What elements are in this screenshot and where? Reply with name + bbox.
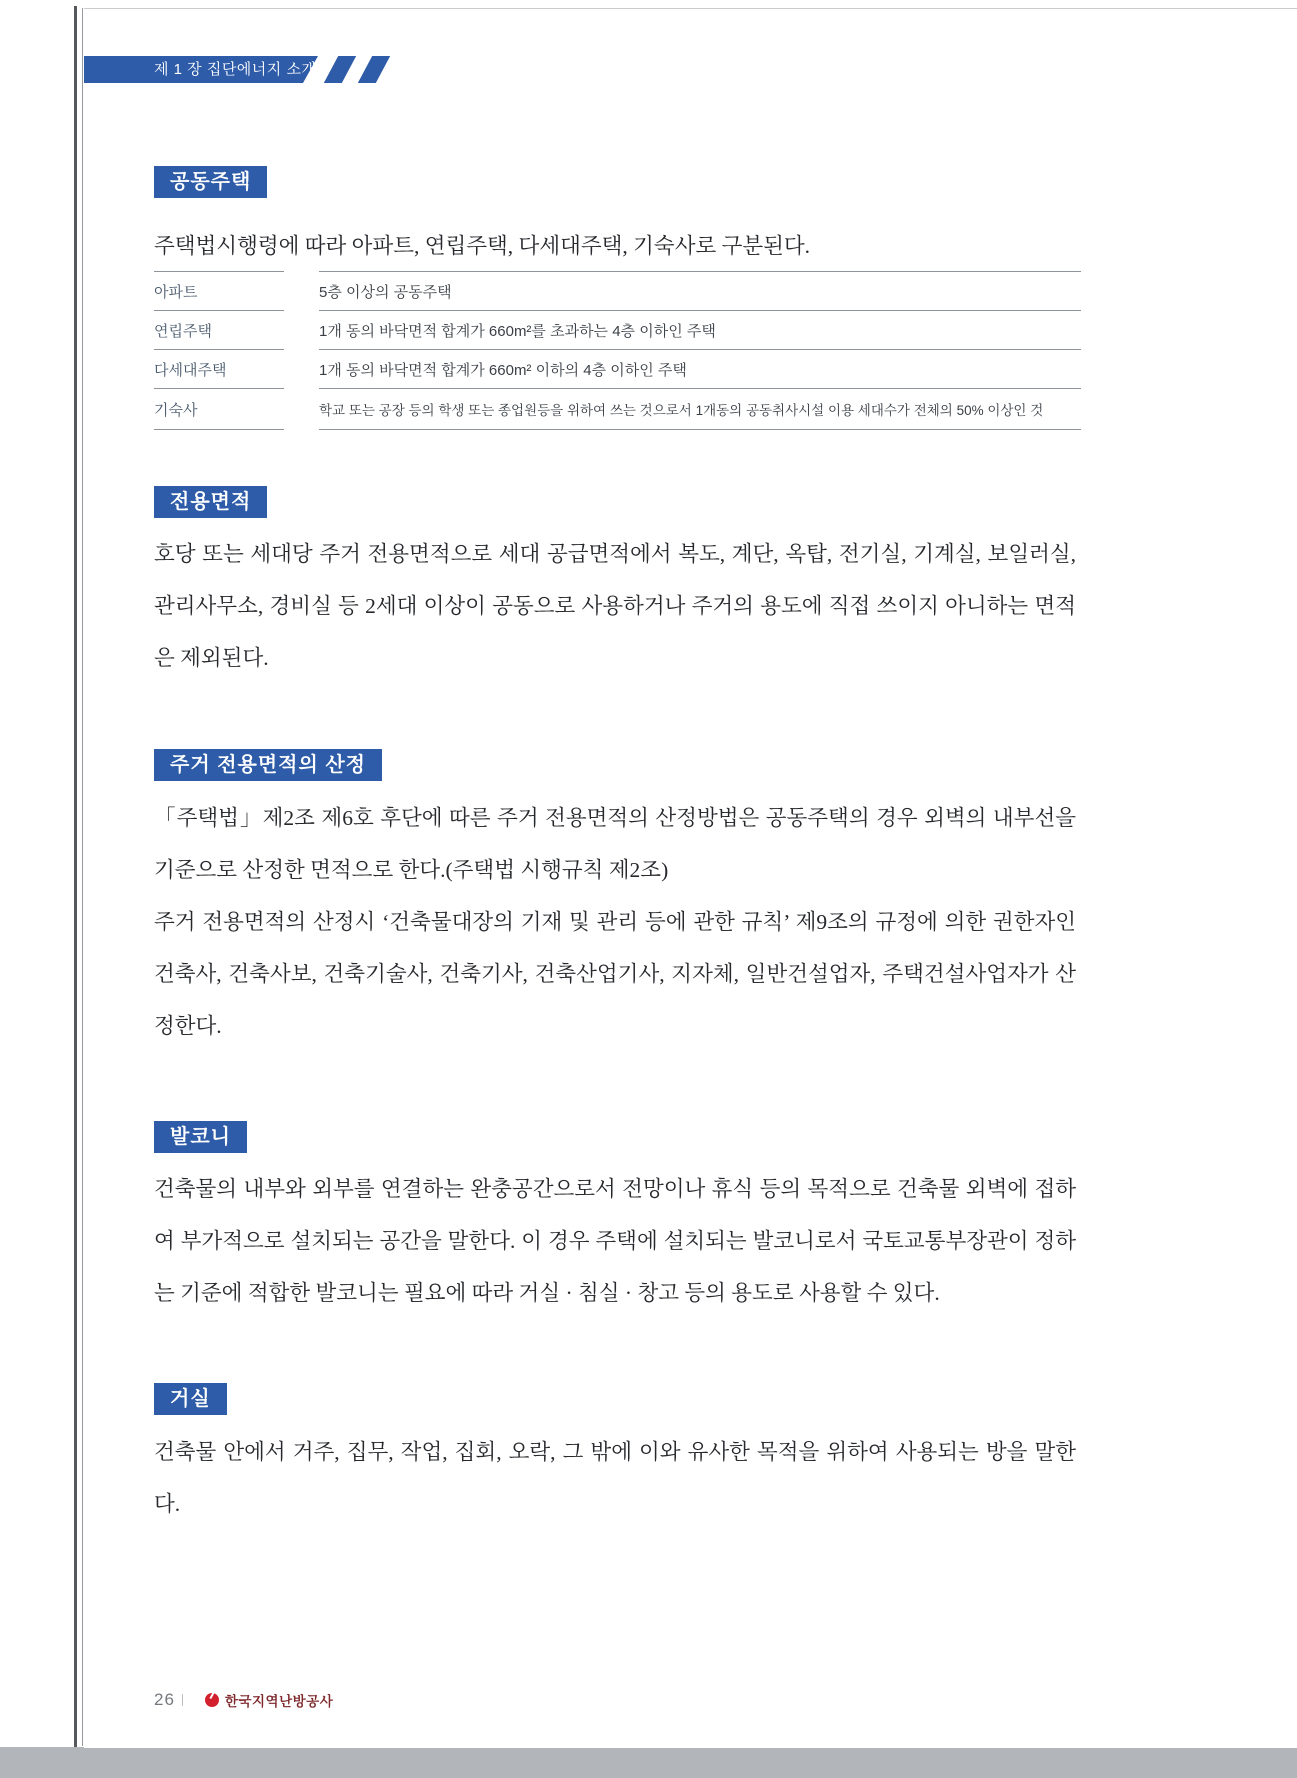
table-column-gap: [284, 388, 319, 430]
housing-table: [154, 271, 1081, 430]
table-definition: 5층 이상의 공동주택: [319, 271, 1081, 310]
section-label-multifamily-housing: 공동주택: [154, 166, 267, 198]
table-term: 연립주택: [154, 310, 284, 349]
paragraph-area-calculation-2: 주거 전용면적의 산정시 ‘건축물대장의 기재 및 관리 등에 관한 규칙’ 제9조의 규정에 의한 권한자인 건축사, 건축사보, 건축기술사, 건축기사, 건축산업기사, 지자체, 일반건설업자, 주택건설사업자가 산정한다.: [154, 910, 1076, 1038]
table-row: [154, 349, 1081, 388]
page-edge-line: [82, 8, 83, 1746]
paragraph-balcony: 건축물의 내부와 외부를 연결하는 완충공간으로서 전망이나 휴식 등의 목적으로 건축물 외벽에 접하여 부가적으로 설치되는 공간을 말한다. 이 경우 주택에 설치되는 발코니로서 국토교통부장관이 정하는 기준에 적합한 발코니는 필요에 따라 거실 · 침실 · 창고 등의 용도로 사용할 수 있다.: [154, 1177, 1076, 1305]
book-spine-line: [74, 6, 77, 1747]
paragraph-exclusive-area: 호당 또는 세대당 주거 전용면적으로 세대 공급면적에서 복도, 계단, 옥탑, 전기실, 기계실, 보일러실, 관리사무소, 경비실 등 2세대 이상이 공동으로 사용하거나 주거의 용도에 직접 쓰이지 아니하는 면적은 제외된다.: [154, 542, 1076, 670]
table-column-gap: [284, 349, 319, 388]
table-row: [154, 388, 1081, 430]
paragraph-living-room: 건축물 안에서 거주, 집무, 작업, 집회, 오락, 그 밖에 이와 유사한 목적을 위하여 사용되는 방을 말한다.: [154, 1440, 1076, 1516]
table-row: [154, 310, 1081, 349]
kdhc-logo-icon: [205, 1693, 219, 1707]
section-label-balcony: 발코니: [154, 1121, 247, 1153]
section-label-exclusive-area: 전용면적: [154, 486, 267, 518]
publisher-logo: [205, 1690, 333, 1710]
page-footer: [154, 1689, 333, 1711]
section-label-area-calculation: 주거 전용면적의 산정: [154, 749, 382, 781]
paragraph-area-calculation: [154, 792, 1076, 1052]
footer-divider: [182, 1694, 183, 1706]
table-term: 다세대주택: [154, 349, 284, 388]
table-row: [154, 271, 1081, 310]
page-number: 26: [154, 1690, 175, 1709]
table-definition: 1개 동의 바닥면적 합계가 660m² 이하의 4층 이하인 주택: [319, 349, 1081, 388]
table-column-gap: [284, 271, 319, 310]
scan-background-strip: [0, 1747, 1297, 1778]
table-term: 아파트: [154, 271, 284, 310]
table-column-gap: [284, 310, 319, 349]
table-definition: 1개 동의 바닥면적 합계가 660m²를 초과하는 4층 이하인 주택: [319, 310, 1081, 349]
table-definition: 학교 또는 공장 등의 학생 또는 종업원등을 위하여 쓰는 것으로서 1개동의 공동취사시설 이용 세대수가 전체의 50% 이상인 것: [319, 388, 1081, 430]
document-page: [84, 8, 1297, 1748]
chapter-title: 제 1 장 집단에너지 소개: [154, 61, 317, 78]
diagonal-stripe-icon: [324, 56, 356, 83]
diagonal-stripe-icon: [358, 56, 390, 83]
paragraph-multifamily-intro: 주택법시행령에 따라 아파트, 연립주택, 다세대주택, 기숙사로 구분된다.: [154, 234, 811, 258]
table-term: 기숙사: [154, 388, 284, 430]
paragraph-area-calculation-1: 「주택법」제2조 제6호 후단에 따른 주거 전용면적의 산정방법은 공동주택의 경우 외벽의 내부선을 기준으로 산정한 면적으로 한다.(주택법 시행규칙 제2조): [154, 806, 1076, 882]
publisher-name: 한국지역난방공사: [224, 1694, 334, 1709]
section-label-living-room: 거실: [154, 1383, 227, 1415]
